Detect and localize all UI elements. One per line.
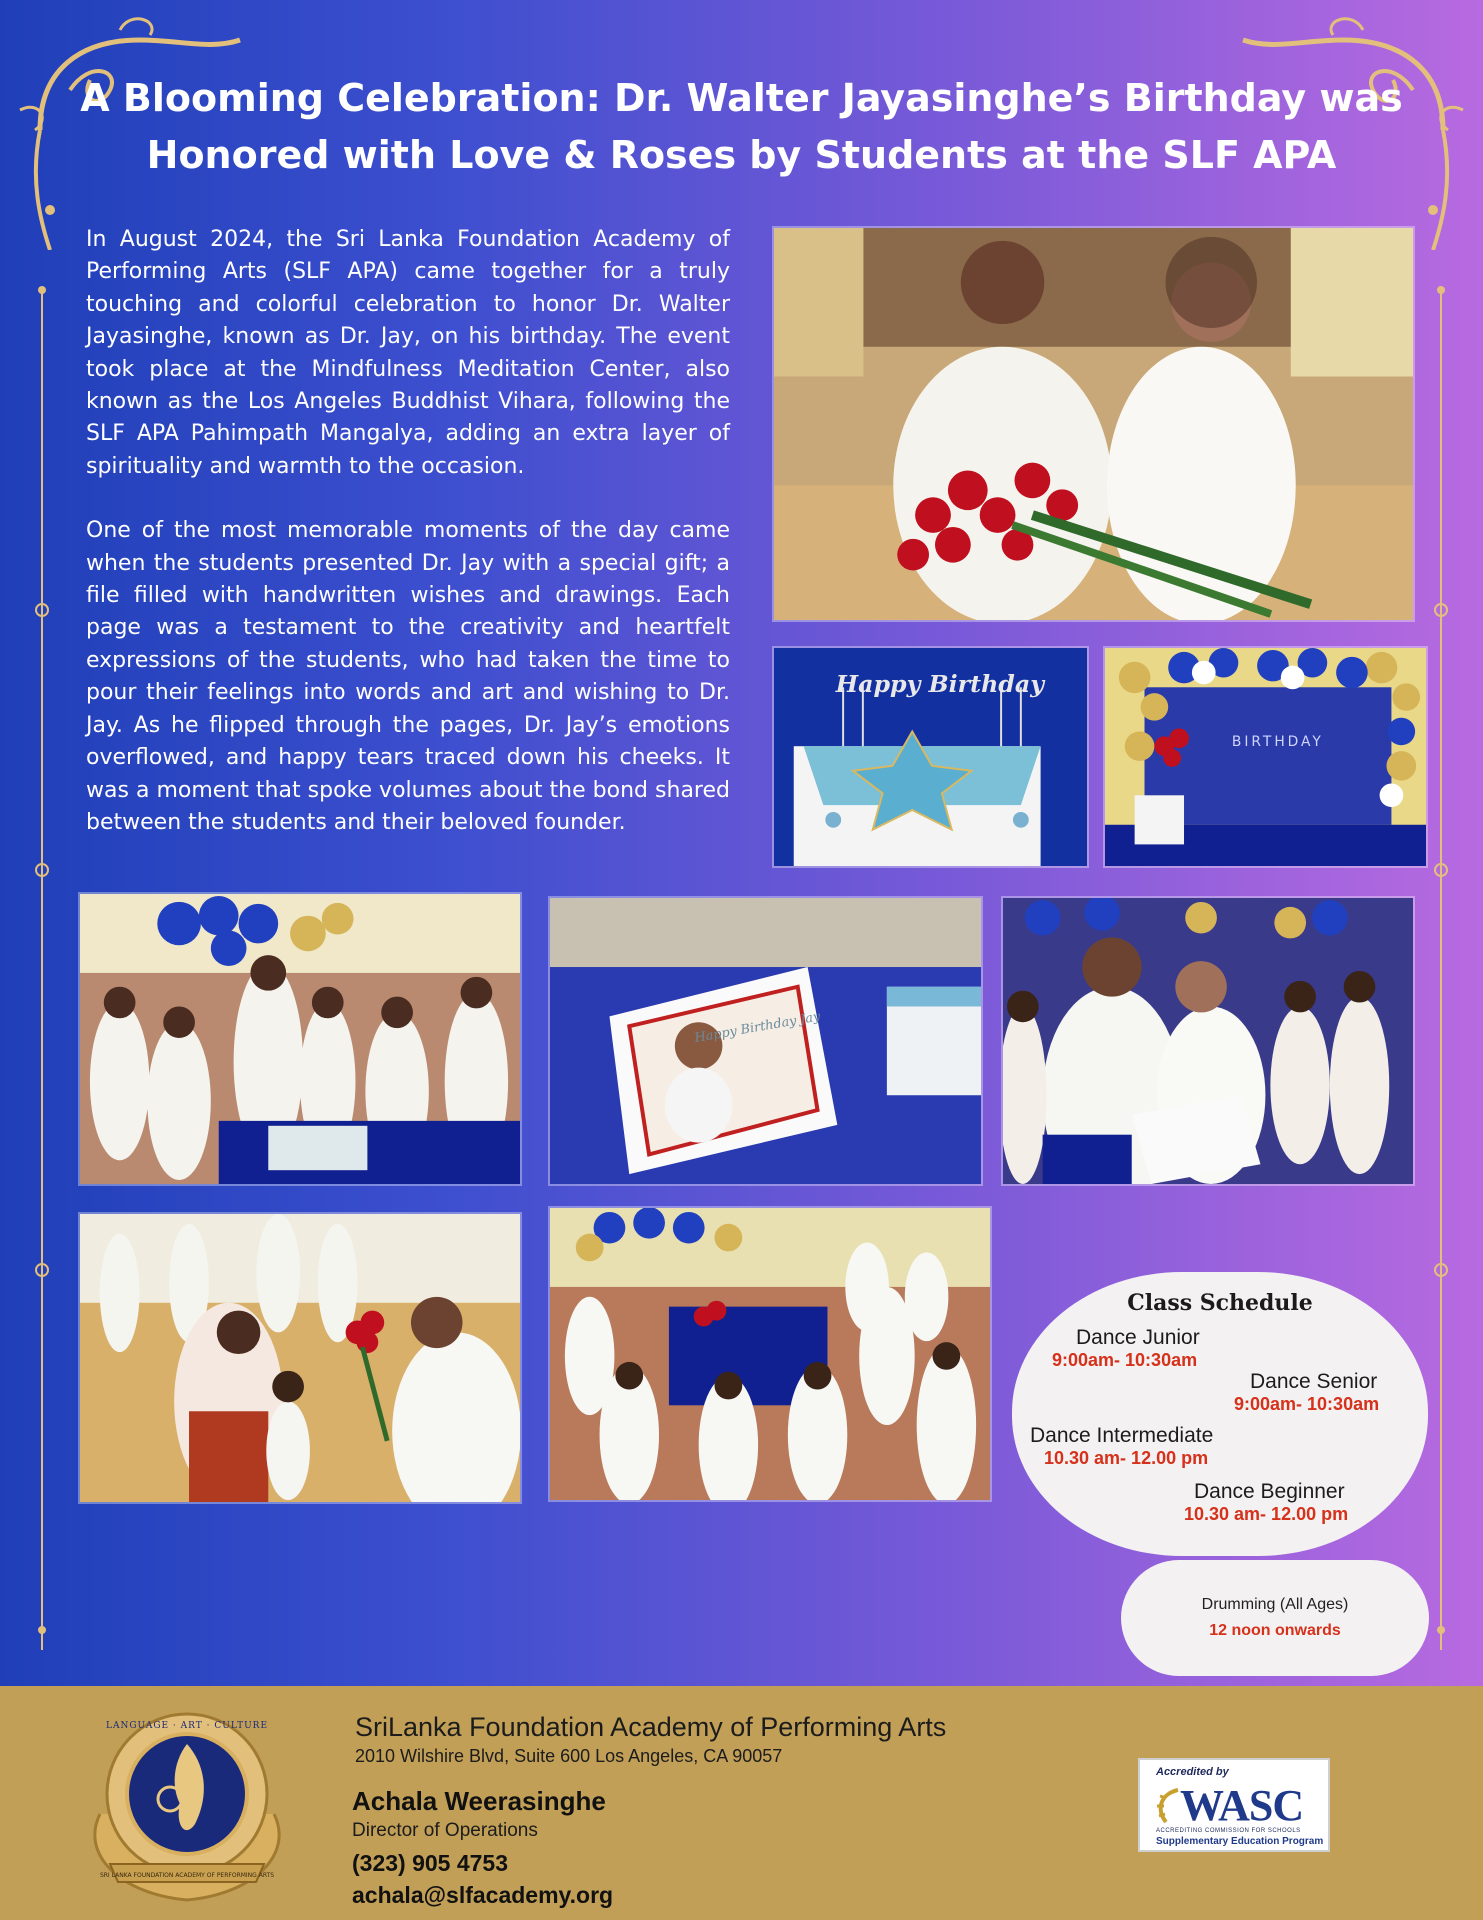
photo-dr-jay-roses (772, 226, 1415, 622)
schedule-item-name: Dance Beginner (1194, 1480, 1345, 1503)
article-body (86, 224, 730, 871)
footer (0, 1686, 1483, 1920)
paragraph-1: In August 2024, the Sri Lanka Foundation Academy of Performing Arts (SLF APA) came together for a truly touching and colorful celebration to honor Dr. Walter Jayasinghe, known as Dr. Jay, on his birthday. The event took place at the Mindfulness Meditation Center, also known as the Los Angeles Buddhist Vihara, following the SLF APA Pahimpath Mangalya, adding an extra layer of spirituality and warmth to the occasion. (86, 227, 730, 479)
photo-rose-presentation (78, 1212, 522, 1504)
academy-logo (80, 1704, 294, 1904)
logo-ribbon-text: SRI LANKA FOUNDATION ACADEMY OF PERFORMING ARTS (99, 1872, 275, 1879)
side-border-ornament (1431, 250, 1451, 1686)
title-line-2: Honored with Love & Roses by Students at the SLF APA (146, 133, 1337, 177)
contact-phone[interactable]: (323) 905 4753 (352, 1850, 509, 1876)
cake-topper-text: Happy Birthday (835, 670, 1044, 699)
wasc-program-text: Supplementary Education Program (1156, 1836, 1324, 1847)
logo-ring-text: LANGUAGE · ART · CULTURE (105, 1721, 269, 1731)
schedule-item-dance-junior (1052, 1326, 1200, 1371)
photo-reading-file (1001, 896, 1415, 1186)
schedule-item-name: Dance Junior (1076, 1326, 1200, 1349)
schedule-item-name: Dance Senior (1250, 1370, 1378, 1393)
schedule-item-dance-beginner (1184, 1480, 1348, 1525)
schedule-item-time: 10.30 am- 12.00 pm (1044, 1448, 1209, 1468)
page-title (60, 70, 1423, 184)
schedule-item-dance-intermediate (1030, 1424, 1213, 1469)
photo-balloon-backdrop (1103, 646, 1428, 868)
organization-name: SriLanka Foundation Academy of Performing Arts (355, 1712, 947, 1742)
wasc-accredited-label: Accredited by (1156, 1766, 1229, 1778)
schedule-item-time: 9:00am- 10:30am (1234, 1394, 1380, 1414)
schedule-item-dance-senior (1234, 1370, 1379, 1415)
organization-address: 2010 Wilshire Blvd, Suite 600 Los Angeles, CA 90057 (355, 1746, 783, 1766)
schedule-item-name: Dance Intermediate (1030, 1424, 1214, 1447)
drumming-panel (1121, 1560, 1429, 1676)
backdrop-text: BIRTHDAY (1231, 734, 1324, 751)
drumming-name: Drumming (All Ages) (1201, 1596, 1349, 1613)
contact-email[interactable]: achala@slfacademy.org (352, 1882, 614, 1908)
photo-birthday-cake (772, 646, 1089, 868)
photo-students-cake (78, 892, 522, 1186)
wasc-wordmark: WASC (1180, 1781, 1304, 1830)
drumming-time: 12 noon onwards (1209, 1622, 1341, 1639)
wasc-commission-text: ACCREDITING COMMISSION FOR SCHOOLS (1156, 1828, 1301, 1834)
contact-role: Director of Operations (352, 1820, 538, 1841)
title-line-1: A Blooming Celebration: Dr. Walter Jayasinghe’s Birthday was (80, 76, 1403, 120)
card-text: Happy Birthday Jay (693, 1009, 822, 1047)
class-schedule-panel (1012, 1272, 1428, 1556)
photo-birthday-card (548, 896, 983, 1186)
photo-crowd (548, 1206, 992, 1502)
wasc-accreditation-badge (1138, 1758, 1330, 1852)
contact-name: Achala Weerasinghe (352, 1786, 606, 1816)
side-border-ornament (32, 250, 52, 1686)
schedule-item-time: 10.30 am- 12.00 pm (1184, 1504, 1349, 1524)
schedule-item-time: 9:00am- 10:30am (1052, 1350, 1198, 1370)
schedule-title: Class Schedule (1127, 1290, 1313, 1316)
paragraph-2: One of the most memorable moments of the day came when the students presented Dr. Jay with a special gift; a file filled with handwritten wishes and drawings. Each page was a testament to the creativity and heartfelt expressions of the students, who had taken the time to pour their feelings into words and art and wishing to Dr. Jay. As he flipped through the pages, Dr. Jay’s emotions overflowed, and happy tears traced down his cheeks. It was a moment that spoke volumes about the bond shared between the students and their beloved founder. (86, 518, 730, 835)
